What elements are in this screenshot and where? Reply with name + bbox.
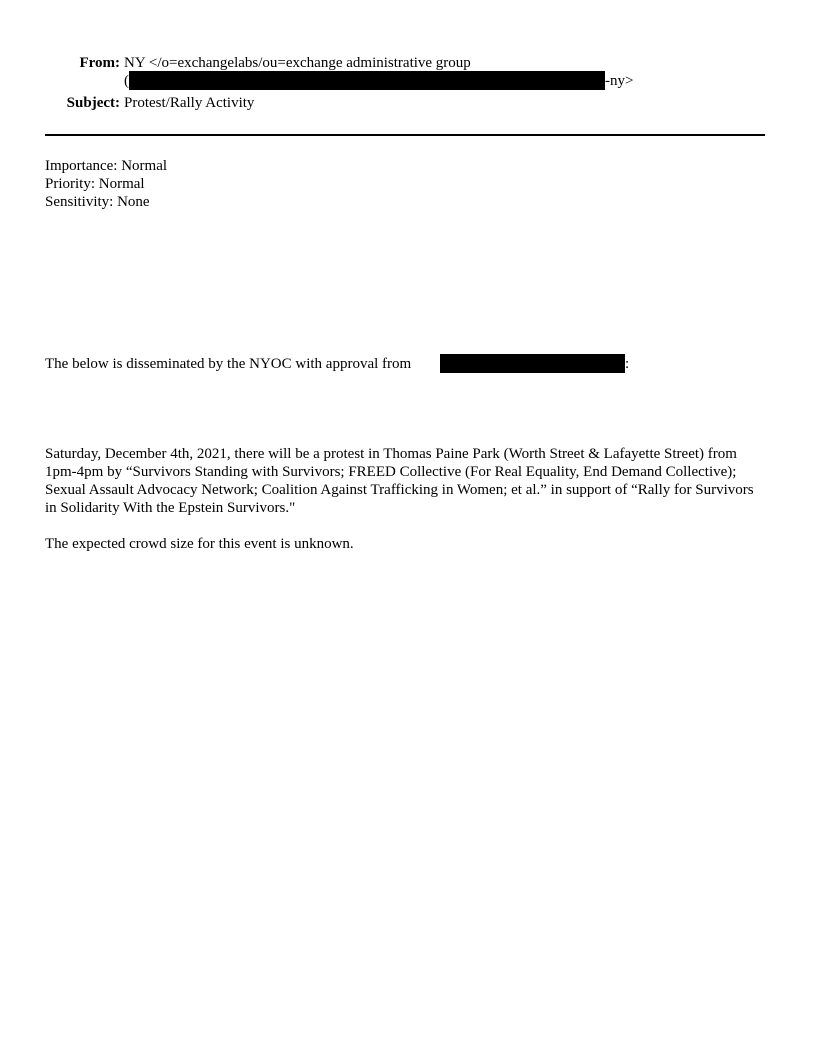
- subject-label: Subject:: [66, 95, 120, 111]
- redaction-block-from: [129, 71, 605, 90]
- priority-line: Priority: Normal: [45, 176, 145, 192]
- from-label: From:: [79, 55, 120, 71]
- crowd-size-paragraph: The expected crowd size for this event is unknown.: [45, 536, 354, 552]
- from-address-suffix: -ny>: [605, 73, 634, 89]
- redaction-block-approver: [440, 354, 625, 373]
- importance-line: Importance: Normal: [45, 158, 168, 174]
- from-value: NY </o=exchangelabs/ou=exchange administrative group: [124, 55, 471, 71]
- from-address-open-paren: (: [124, 73, 129, 89]
- event-details-paragraph: Saturday, December 4th, 2021, there will be a protest in Thomas Paine Park (Worth Street & Lafayette Street) from 1pm-4pm by “Survivors Standing with Survivors; FREED Collective (For Real Equality, End Demand Collective); Sexual Assault Advocacy Network; Coalition Against Trafficking in Women; et al.” in support of “Rally for Survivors in Solidarity With the Epstein Survivors.": [45, 446, 754, 516]
- subject-value: Protest/Rally Activity: [124, 95, 255, 111]
- dissemination-intro: The below is disseminated by the NYOC with approval from: [45, 356, 412, 372]
- header-divider: [45, 134, 765, 136]
- intro-colon: :: [625, 356, 630, 372]
- sensitivity-line: Sensitivity: None: [45, 194, 150, 210]
